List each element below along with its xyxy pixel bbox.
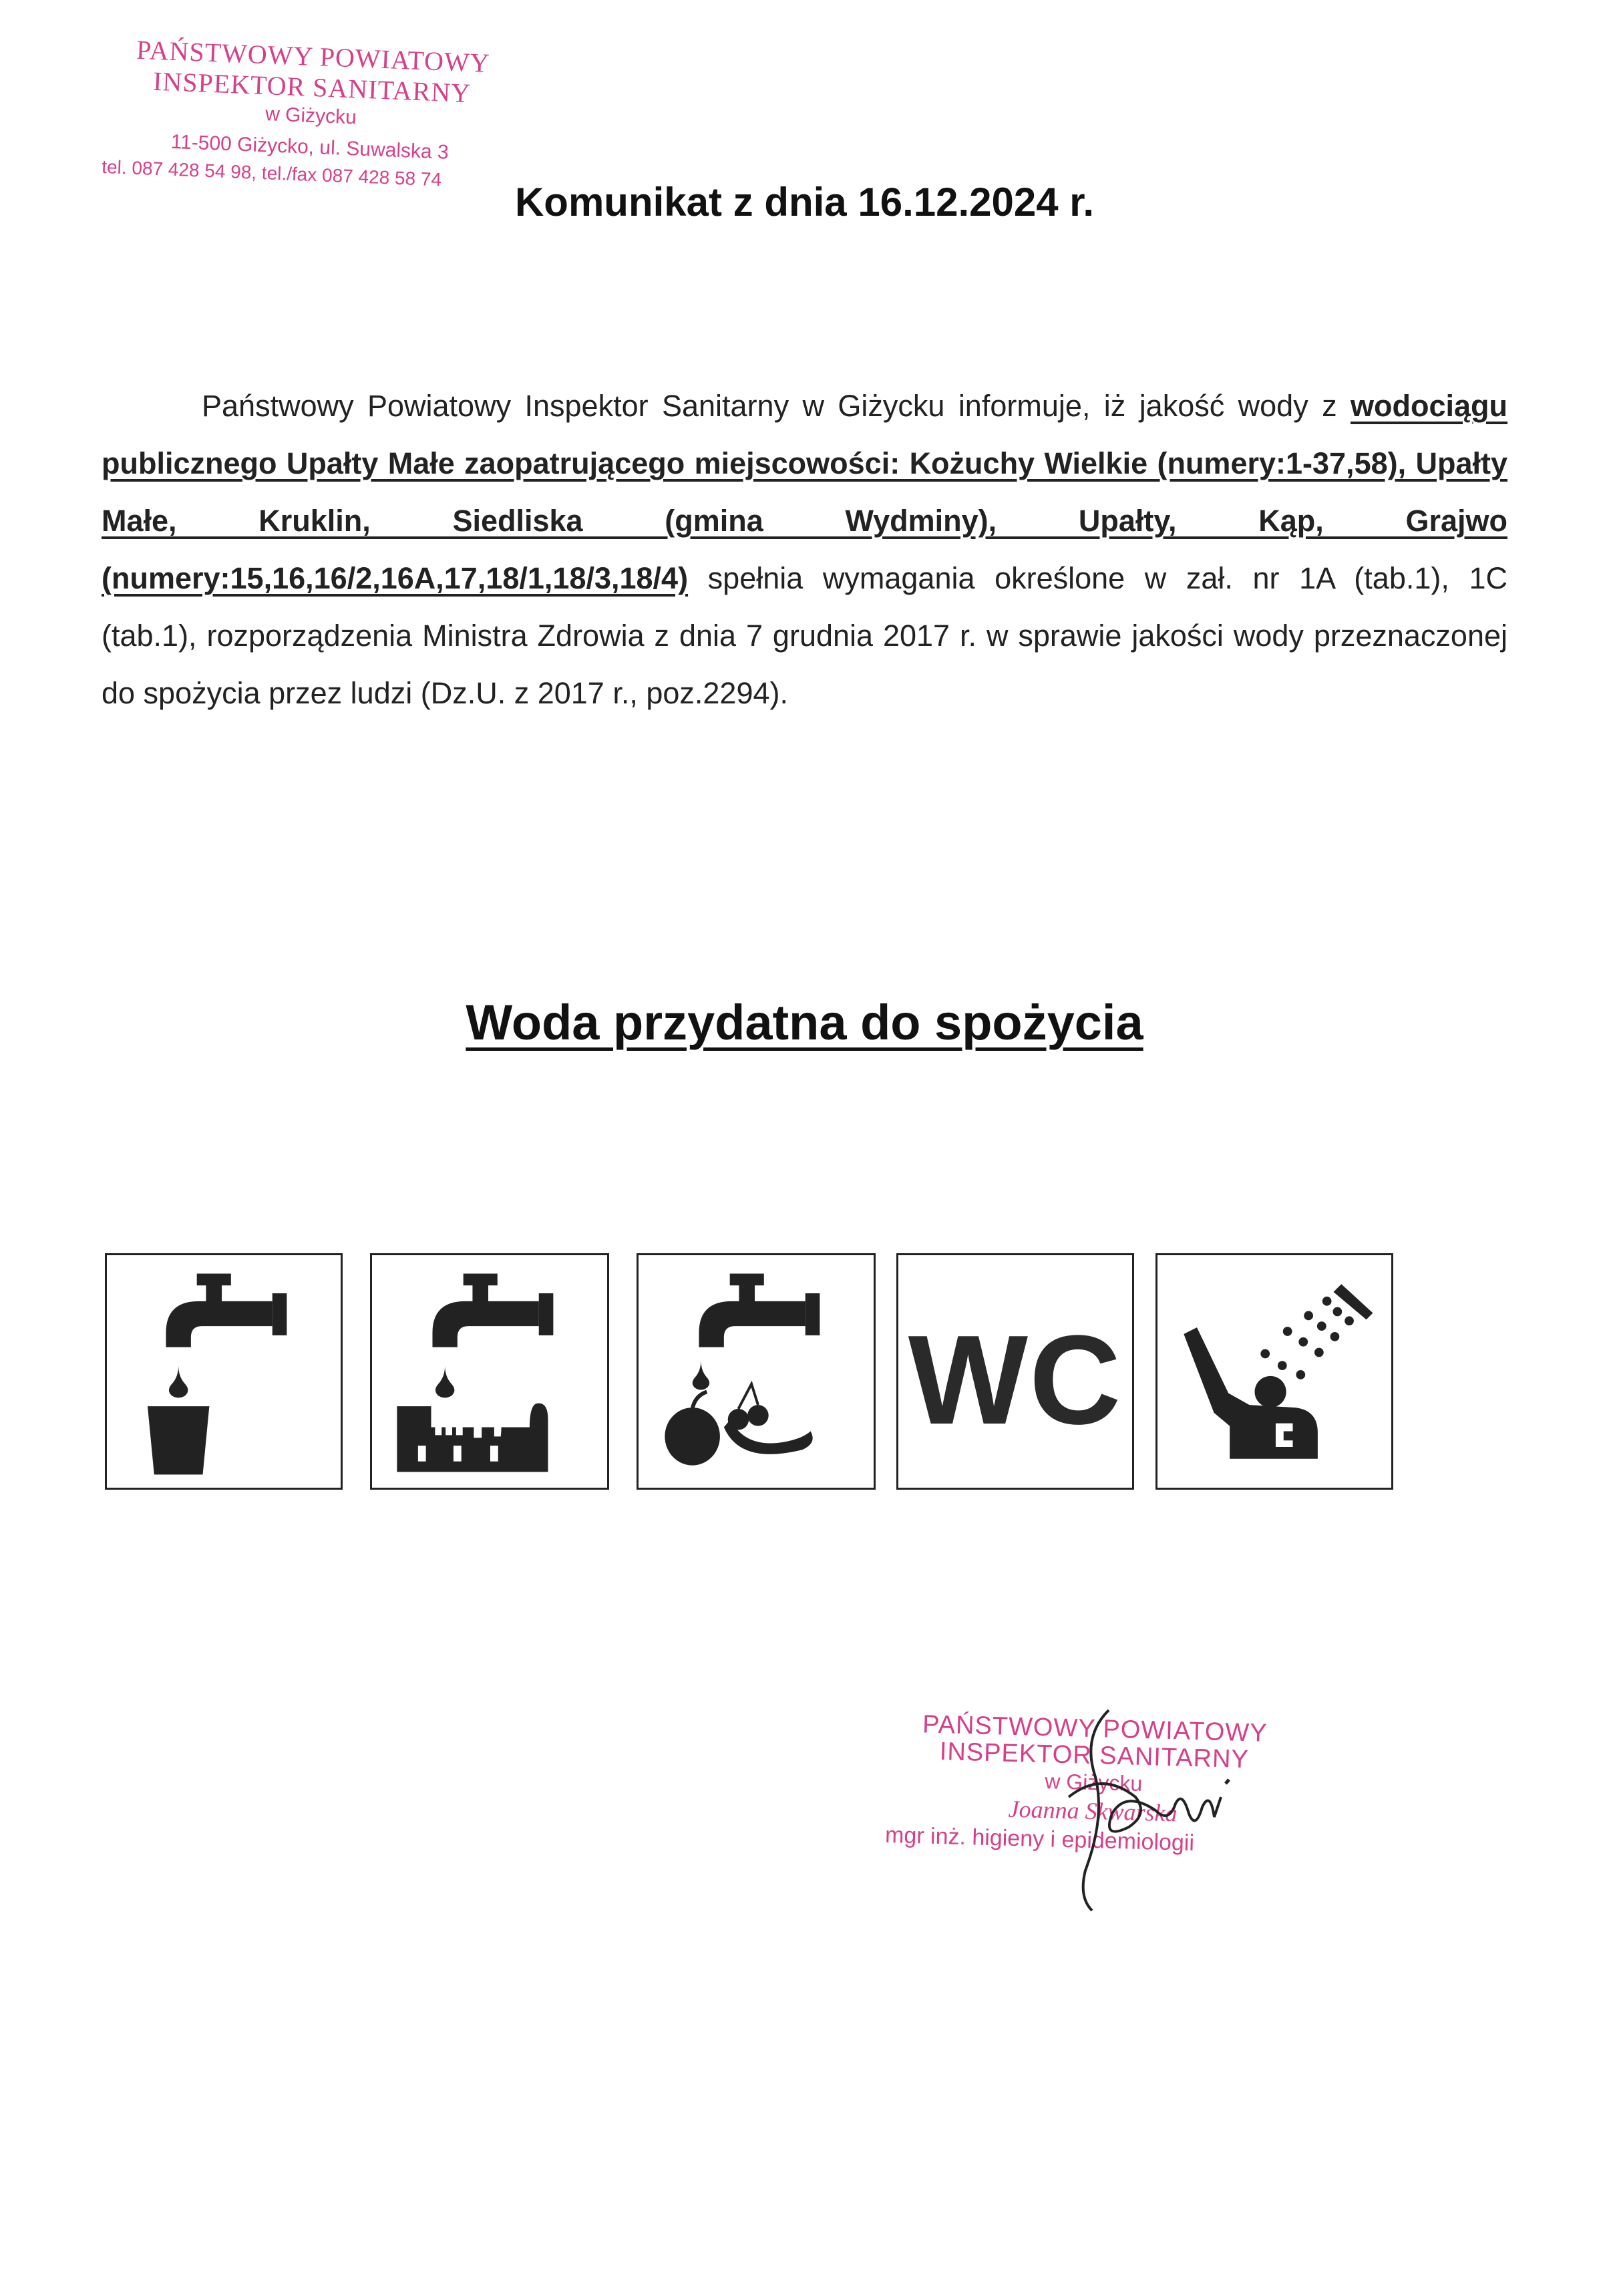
drinking-water-icon: [105, 1253, 343, 1490]
stamp-address: 11-500 Giżycko, ul. Suwalska 3: [170, 130, 450, 164]
body-intro: Państwowy Powiatowy Inspektor Sanitarny w Giżycku informuje, iż jakość wody z: [202, 389, 1351, 423]
office-stamp-top: [102, 33, 521, 196]
signatory-name: Joanna Skwarska: [1008, 1795, 1178, 1827]
stamp-line: w Giżycku: [264, 103, 357, 129]
stamp-line: w Giżycku: [1044, 1769, 1143, 1796]
document-title: Komunikat z dnia 16.12.2024 r.: [514, 180, 1095, 224]
stamp-phone: tel. 087 428 54 98, tel./fax 087 428 58 74: [101, 156, 442, 190]
shower-icon: [1155, 1253, 1393, 1490]
stamp-line: PAŃSTWOWY POWIATOWY: [136, 34, 491, 79]
toilet-icon: [896, 1253, 1134, 1490]
handwritten-signature: [968, 1697, 1276, 1924]
water-status-heading: Woda przydatna do spożycia: [466, 995, 1143, 1050]
body-underlined: wodociągu publicznego Upałty Małe zaopatrującego miejscowości: Kożuchy Wielkie (numery:1-37,58), Upałty Małe, Kruklin, Siedliska (gmina Wydminy), Upałty, Kąp, Grajwo (numery:15,16,16/2,16A,17,18/1,18/3,18/4): [102, 389, 1507, 595]
wc-label: WC: [908, 1309, 1123, 1451]
stamp-line: INSPEKTOR SANITARNY: [152, 65, 472, 108]
body-rest: spełnia wymagania określone w zał. nr 1A (tab.1), 1C (tab.1), rozporządzenia Ministra Zdrowia z dnia 7 grudnia 2017 r. w sprawie jakości wody przeznaczonej do spożycia przez ludzi (Dz.U. z 2017 r., poz.2294).: [102, 561, 1507, 710]
announcement-body: [102, 377, 1507, 722]
stamp-line: PAŃSTWOWY POWIATOWY: [922, 1710, 1268, 1748]
washing-fruit-icon: [637, 1253, 876, 1490]
dishwashing-icon: [370, 1253, 609, 1490]
stamp-line: INSPEKTOR SANITARNY: [939, 1738, 1250, 1774]
signatory-title: mgr inż. higieny i epidemiologii: [884, 1822, 1195, 1856]
